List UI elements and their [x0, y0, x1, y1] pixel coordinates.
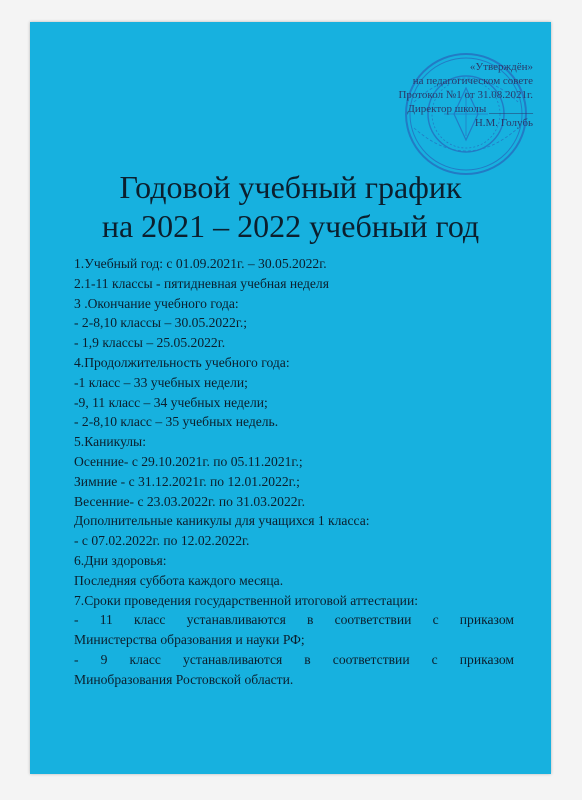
- document-title: [30, 168, 551, 246]
- content-line: Осенние- с 29.10.2021г. по 05.11.2021г.;: [74, 453, 303, 469]
- approval-line: Протокол №1 от 31.08.2021г.: [398, 89, 533, 101]
- title-line-1: Годовой учебный график: [119, 169, 462, 205]
- content-line: Минобразования Ростовской области.: [74, 671, 294, 687]
- content-line: Дополнительные каникулы для учащихся 1 класса:: [74, 513, 370, 529]
- content-line: 7.Сроки проведения государственной итоговой аттестации:: [74, 592, 418, 608]
- content-line: - 9 класс устанавливаются в соответствии с приказом: [74, 651, 514, 667]
- document-page: [30, 22, 551, 774]
- content-line: - 1,9 классы – 25.05.2022г.: [74, 335, 226, 351]
- content-line: 1.Учебный год: с 01.09.2021г. – 30.05.2022г.: [74, 256, 327, 271]
- content-line: - с 07.02.2022г. по 12.02.2022г.: [74, 533, 250, 549]
- approval-line: на педагогическом совете: [412, 75, 533, 87]
- content-line: 2.1-11 классы - пятидневная учебная неделя: [74, 275, 329, 291]
- content-line: Последняя суббота каждого месяца.: [74, 572, 284, 588]
- content-line: - 2-8,10 классы – 30.05.2022г.;: [74, 315, 248, 331]
- approval-block: [293, 60, 533, 130]
- approval-line: Директор школы ________: [407, 103, 533, 115]
- content-line: 5.Каникулы:: [74, 434, 146, 450]
- content-line: -1 класс – 33 учебных недели;: [74, 374, 248, 390]
- content-line: Весенние- с 23.03.2022г. по 31.03.2022г.: [74, 493, 305, 509]
- content-line: - 11 класс устанавливаются в соответствии с приказом: [74, 612, 514, 628]
- approval-line: «Утверждён»: [469, 61, 533, 73]
- title-line-2: на 2021 – 2022 учебный год: [101, 208, 480, 244]
- content-line: Зимние - с 31.12.2021г. по 12.01.2022г.;: [74, 473, 300, 489]
- content-line: Министерства образования и науки РФ;: [74, 632, 305, 648]
- schedule-content: [74, 254, 514, 690]
- content-line: 3 .Окончание учебного года:: [74, 295, 239, 311]
- content-line: -9, 11 класс – 34 учебных недели;: [74, 394, 268, 410]
- content-line: 4.Продолжительность учебного года:: [74, 354, 290, 370]
- content-line: 6.Дни здоровья:: [74, 552, 167, 568]
- approval-line: Н.М. Голубь: [474, 117, 533, 129]
- content-line: - 2-8,10 класс – 35 учебных недель.: [74, 414, 279, 430]
